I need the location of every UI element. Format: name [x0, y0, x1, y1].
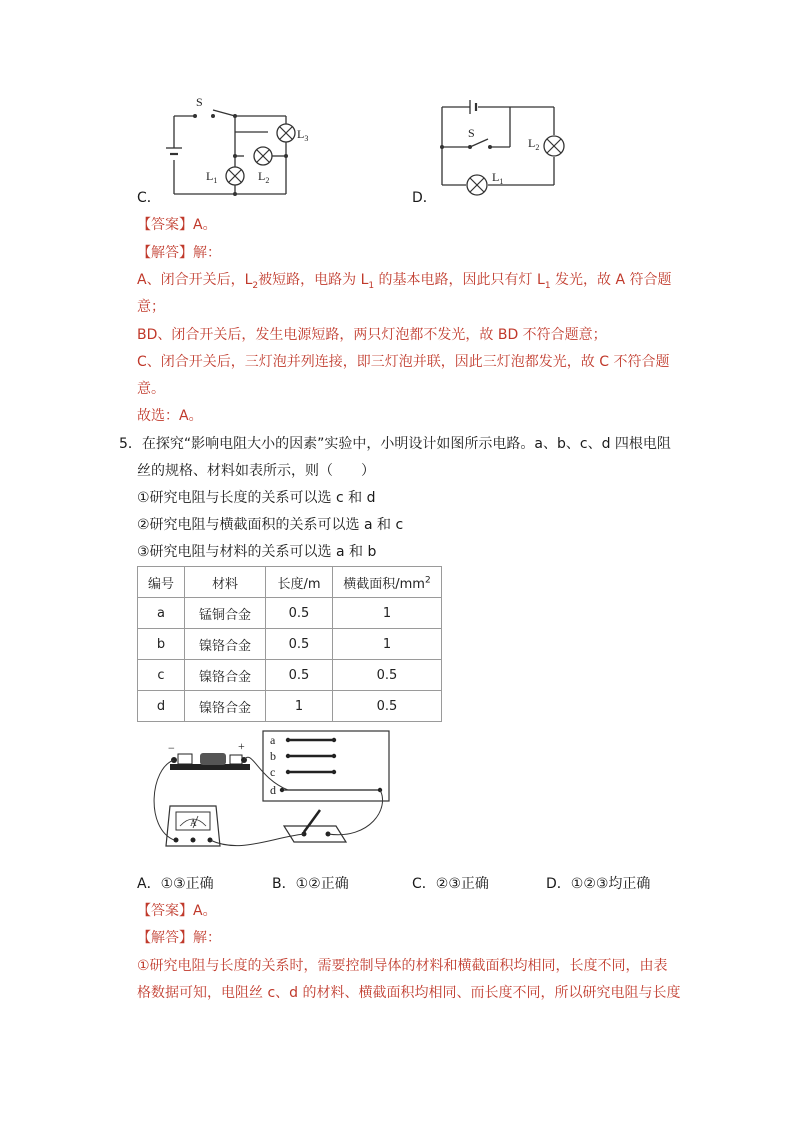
q5-stem-line2: 丝的规格、材料如表所示，则（ ）: [137, 463, 375, 479]
svg-text:a: a: [270, 733, 276, 747]
svg-text:L1: $L_1$: [492, 170, 504, 186]
table-row: b 镍铬合金 0.5 1: [138, 629, 442, 660]
q4-a-line2: 意；: [137, 299, 165, 315]
svg-text:S: S: [468, 126, 475, 140]
switch-label-c: S: [196, 95, 203, 109]
svg-text:L3: $L_3$: [297, 127, 309, 143]
q4-conclusion: 故选：A。: [137, 408, 203, 424]
spec-table: [137, 566, 442, 722]
q4-a-line1: A、闭合开关后，$L_2$被短路，电路为 $L_1$ 的基本电路，因此只有灯 $L_1$ 发光，故 A 符合题: [137, 272, 672, 291]
circuit-diagram-d: [432, 95, 572, 205]
q5-statement-1: ①研究电阻与长度的关系可以选 c 和 d: [137, 490, 376, 506]
lamp-l1-icon: [467, 175, 487, 195]
experiment-circuit-illustration: [140, 728, 400, 860]
svg-text:L2: $L_2$: [258, 169, 270, 185]
q5-analysis-label: 【解答】解：: [137, 930, 221, 946]
circuit-diagram-c: [160, 90, 310, 210]
q4-c-line2: 意。: [137, 381, 165, 397]
q4-analysis-label: 【解答】解：: [137, 245, 221, 261]
svg-text:d: d: [270, 783, 276, 797]
option-c-label: C．: [137, 190, 161, 206]
svg-text:b: b: [270, 749, 276, 763]
lamp-l1-icon: [226, 167, 244, 185]
knife-switch-icon: [284, 810, 346, 842]
table-row: c 镍铬合金 0.5 0.5: [138, 660, 442, 691]
q5-statement-3: ③研究电阻与材料的关系可以选 a 和 b: [137, 544, 377, 560]
q4-bd-line: BD、闭合开关后，发生电源短路，两只灯泡都不发光，故 BD 不符合题意；: [137, 327, 607, 343]
svg-text:+: +: [238, 739, 245, 753]
q5-explanation-line1: ①研究电阻与长度的关系时，需要控制导体的材料和横截面积均相同，长度不同，由表: [137, 958, 668, 974]
table-header-row: 编号 材料 长度/m 横截面积$/mm^2$: [138, 567, 442, 598]
q5-explanation-line2: 格数据可知，电阻丝 c、d 的材料、横截面积均相同、而长度不同，所以研究电阻与长度: [137, 985, 681, 1001]
q5-answer: 【答案】A。: [137, 903, 217, 919]
svg-text:c: c: [270, 765, 276, 779]
choice-c: C．②③正确: [412, 876, 489, 892]
ammeter-icon: [166, 806, 220, 846]
battery-pack-icon: [170, 753, 250, 770]
q5-statement-2: ②研究电阻与横截面积的关系可以选 a 和 c: [137, 517, 404, 533]
svg-text:L2: $L_2$: [528, 136, 540, 152]
q5-stem-line1: 5．在探究“影响电阻大小的因素”实验中，小明设计如图所示电路。a、b、c、d 四根电阻: [119, 436, 671, 452]
choice-a: A．①③正确: [137, 876, 214, 892]
lamp-l2-icon: [254, 147, 272, 165]
option-d-label: D．: [412, 190, 437, 206]
q4-answer: 【答案】A。: [137, 217, 217, 233]
svg-text:−: −: [168, 741, 175, 755]
q4-c-line1: C、闭合开关后，三灯泡并列连接，即三灯泡并联，因此三灯泡都发光，故 C 不符合题: [137, 354, 670, 370]
table-row: a 锰铜合金 0.5 1: [138, 598, 442, 629]
choice-b: B．①②正确: [272, 876, 349, 892]
lamp-l2-icon: [544, 136, 564, 156]
choice-d: D．①②③均正确: [546, 876, 651, 892]
svg-text:L1: $L_1$: [206, 169, 218, 185]
table-row: d 镍铬合金 1 0.5: [138, 691, 442, 722]
svg-text:A: A: [190, 818, 197, 828]
lamp-l3-icon: [277, 124, 295, 142]
